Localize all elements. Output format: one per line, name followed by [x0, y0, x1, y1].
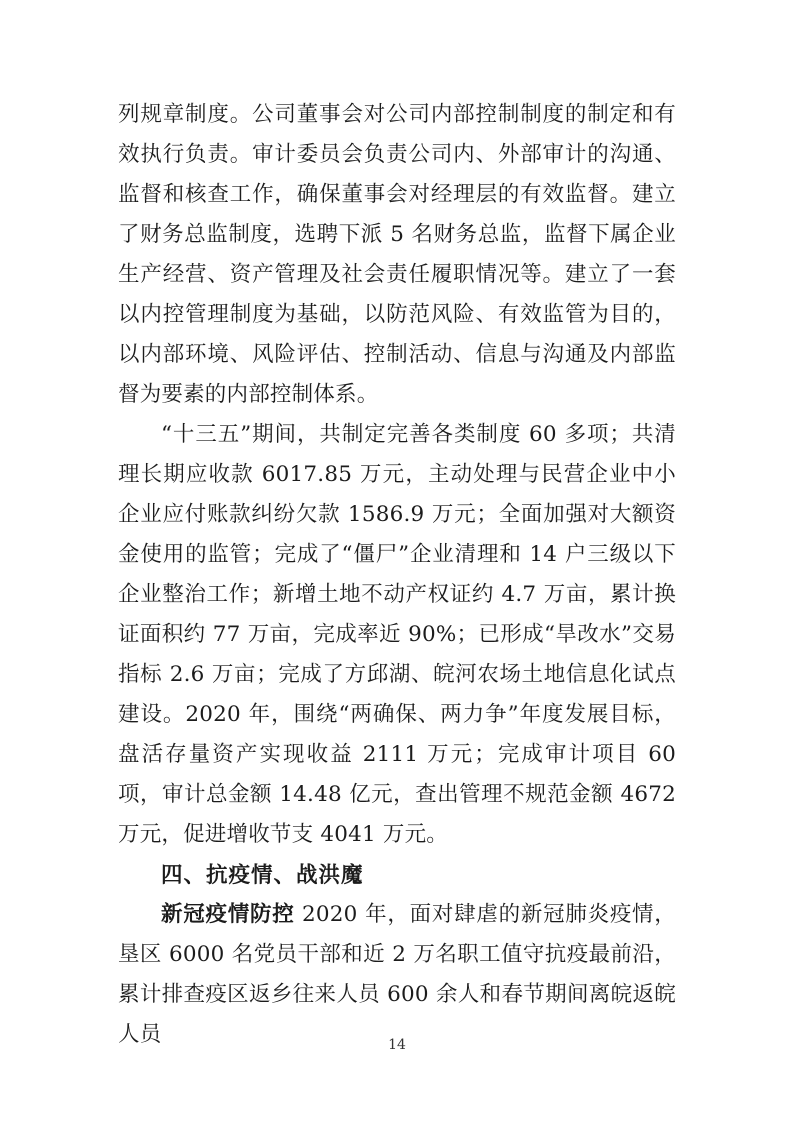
paragraph-internal-control: 列规章制度。公司董事会对公司内部控制制度的制定和有效执行负责。审计委员会负责公司内、外部审计的沟通、监督和核查工作，确保董事会对经理层的有效监督。建立了财务总监制度，选聘下派 5 名财务总监，监督下属企业生产经营、资产管理及社会责任履职情况等。建立了一套以内控管理制度为基础，以防范风险、有效监管为目的，以内部环境、风险评估、控制活动、信息与沟通及内部监督为要素的内部控制体系。: [118, 102, 676, 407]
document-body: [118, 95, 676, 1055]
paragraph-covid-text: 2020 年，面对肆虐的新冠肺炎疫情，垦区 6000 名党员干部和近 2 万名职工值守抗疫最前沿，累计排查疫区返乡往来人员 600 余人和春节期间离皖返皖人员: [118, 902, 677, 1047]
paragraph-13th-five-year-achievements: “十三五”期间，共制定完善各类制度 60 多项；共清理长期应收款 6017.85 万元，主动处理与民营企业中小企业应付账款纠纷欠款 1586.9 万元；全面加强对大额资金使用的监管；完成了“僵尸”企业清理和 14 户三级以下企业整治工作；新增土地不动产权证约 4.7 万亩，累计换证面积约 77 万亩，完成率近 90%；已形成“旱改水”交易指标 2.6 万亩；完成了方邱湖、皖河农场土地信息化试点建设。2020 年，围绕“两确保、两力争”年度发展目标，盘活存量资产实现收益 2111 万元；完成审计项目 60 项，审计总金额 14.48 亿元，查出管理不规范金额 4672 万元，促进增收节支 4041 万元。: [118, 422, 676, 847]
page-number: 14: [388, 1037, 406, 1053]
section-heading-4: 四、抗疫情、战洪魔: [161, 863, 364, 887]
paragraph-covid-lead-label: 新冠疫情防控: [161, 902, 295, 927]
paragraph-covid-prevention: [118, 895, 676, 1055]
